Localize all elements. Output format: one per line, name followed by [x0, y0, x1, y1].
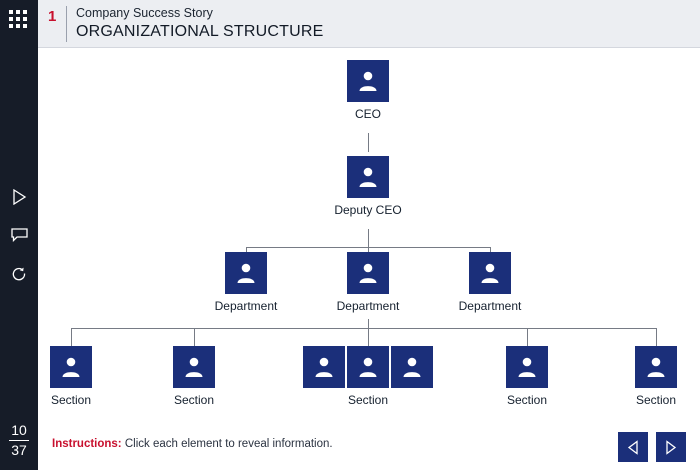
node-label: Department	[458, 299, 522, 313]
node-label: Department	[214, 299, 278, 313]
node-department-3[interactable]	[450, 252, 530, 313]
node-label: Deputy CEO	[334, 203, 402, 217]
next-slide-button[interactable]	[656, 432, 686, 462]
instructions-label: Instructions:	[52, 438, 122, 450]
person-icon[interactable]	[303, 346, 345, 388]
counter-divider	[9, 440, 29, 441]
node-label: Section	[635, 393, 677, 407]
org-chart	[38, 48, 700, 470]
triangle-left-icon	[626, 440, 640, 455]
slide-header	[38, 0, 700, 48]
connector-line	[368, 229, 369, 247]
person-icon[interactable]	[347, 252, 389, 294]
node-section-1[interactable]	[41, 346, 101, 407]
person-icon[interactable]	[225, 252, 267, 294]
refresh-icon[interactable]	[0, 256, 38, 294]
instructions-text: Click each element to reveal information.	[124, 438, 333, 450]
node-label: CEO	[354, 107, 381, 121]
header-subtitle: Company Success Story	[76, 6, 213, 20]
node-section-2[interactable]	[164, 346, 224, 407]
person-icon[interactable]	[391, 346, 433, 388]
node-label: Section	[347, 393, 389, 407]
person-icon[interactable]	[347, 346, 389, 388]
connector-line	[71, 328, 72, 346]
node-label: Section	[173, 393, 215, 407]
triangle-right-icon	[664, 440, 678, 455]
play-icon[interactable]	[0, 178, 38, 216]
slide-footer	[38, 426, 700, 470]
grid-menu-icon[interactable]	[9, 10, 29, 30]
node-section-5[interactable]	[626, 346, 686, 407]
connector-line	[368, 319, 369, 328]
connector-line	[194, 328, 195, 346]
connector-line	[656, 328, 657, 346]
person-icon[interactable]	[506, 346, 548, 388]
person-icon[interactable]	[347, 60, 389, 102]
left-toolbar	[0, 0, 38, 470]
total-slide-number: 37	[11, 442, 27, 458]
node-ceo[interactable]	[338, 60, 398, 121]
current-slide-number: 10	[11, 422, 27, 438]
person-icon[interactable]	[173, 346, 215, 388]
previous-slide-button[interactable]	[618, 432, 648, 462]
node-label: Section	[50, 393, 92, 407]
connector-line	[527, 328, 528, 346]
connector-line	[71, 328, 656, 329]
node-deputy-ceo[interactable]	[328, 156, 408, 217]
person-icon[interactable]	[469, 252, 511, 294]
connector-line	[368, 328, 369, 346]
node-department-2[interactable]	[328, 252, 408, 313]
node-department-1[interactable]	[206, 252, 286, 313]
node-label: Section	[506, 393, 548, 407]
header-number: 1	[48, 8, 57, 25]
node-label: Department	[336, 299, 400, 313]
person-icon[interactable]	[635, 346, 677, 388]
person-icon-group[interactable]	[302, 346, 434, 388]
node-section-3[interactable]	[302, 346, 434, 407]
header-divider	[66, 6, 67, 42]
slide-counter	[0, 423, 38, 458]
instructions	[52, 438, 333, 450]
connector-line	[368, 133, 369, 152]
page-title: ORGANIZATIONAL STRUCTURE	[76, 23, 324, 40]
speech-bubble-icon[interactable]	[0, 216, 38, 254]
person-icon[interactable]	[50, 346, 92, 388]
person-icon[interactable]	[347, 156, 389, 198]
node-section-4[interactable]	[497, 346, 557, 407]
